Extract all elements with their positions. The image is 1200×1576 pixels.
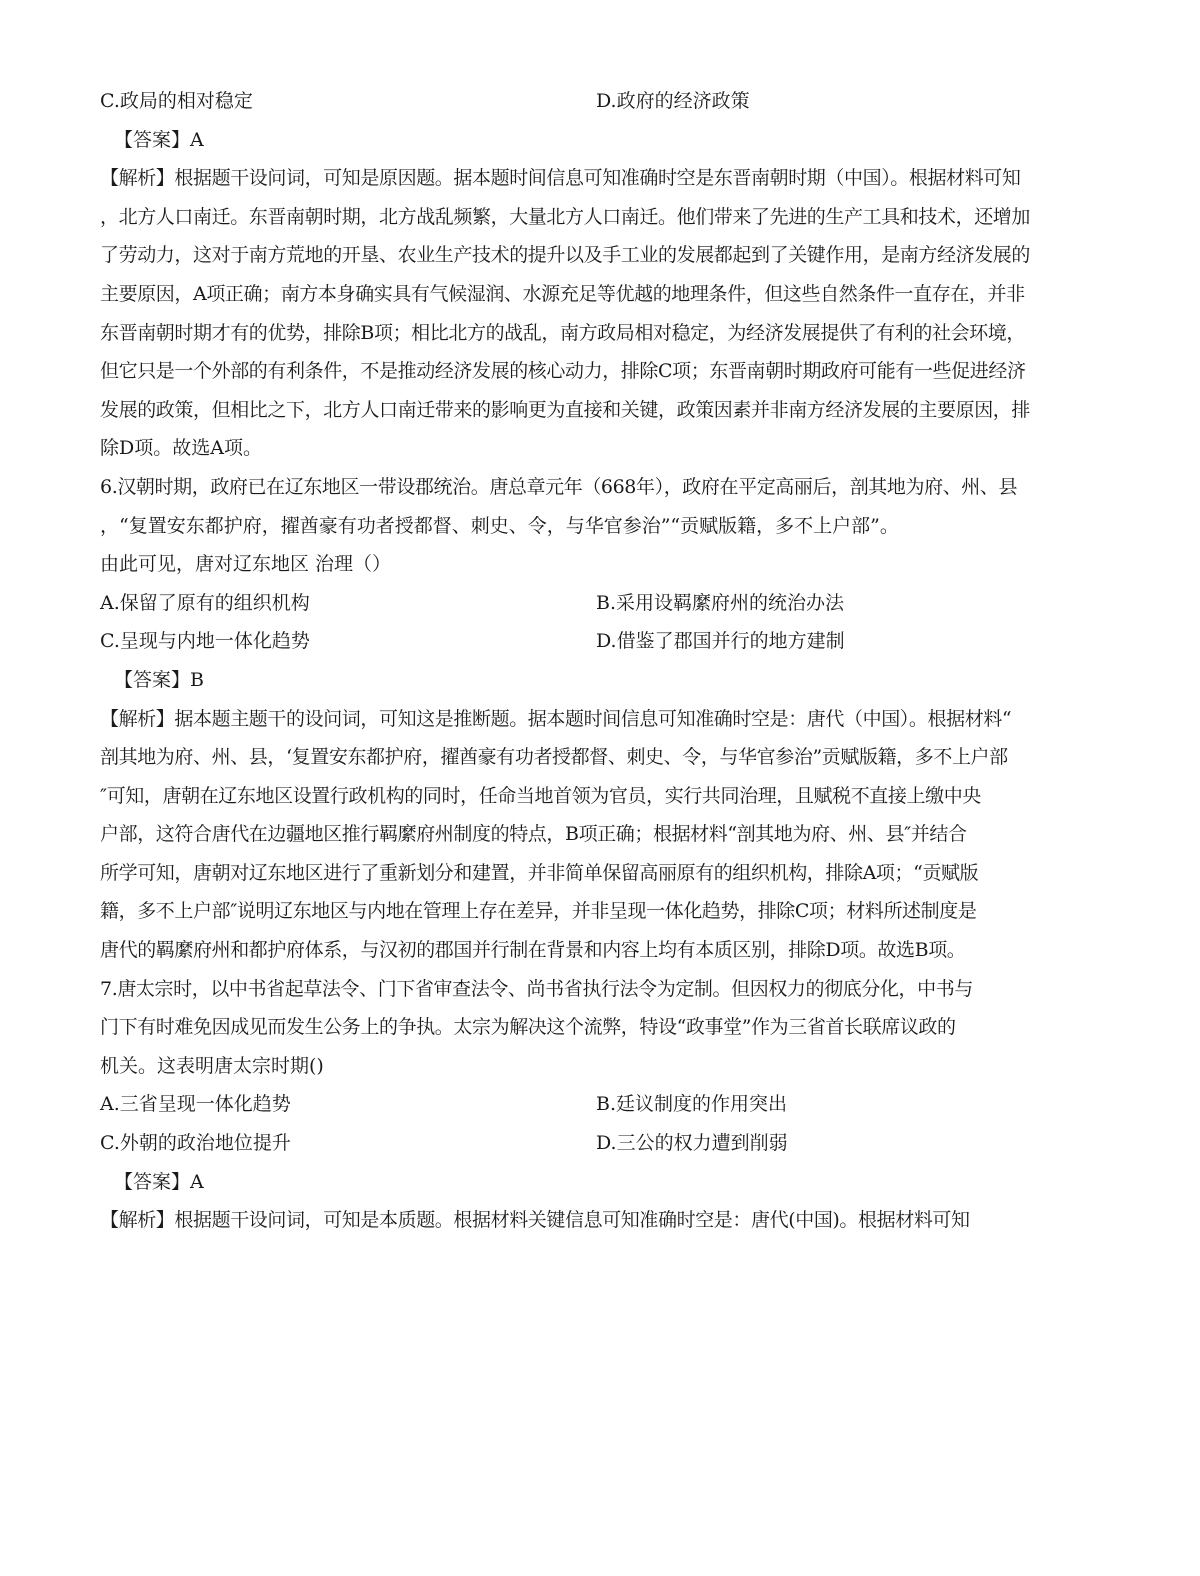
q6-options-row-cd — [100, 622, 1100, 661]
q6-analysis-line: ″可知，唐朝在辽东地区设置行政机构的同时，任命当地首领为官员，实行共同治理，且赋税不直接上缴中央 — [100, 784, 981, 807]
q7-analysis — [100, 1201, 1100, 1240]
q6-analysis-line: 剖其地为府、州、县，‘复置安东都护府，擢酋豪有功者授都督、刺史、令，与华官参治”贡赋版籍，多不上户部 — [100, 746, 1008, 769]
q6-analysis-line: 籍，多不上户部″说明辽东地区与内地在管理上存在差异，并非呈现一体化趋势，排除C项；材料所述制度是 — [100, 900, 977, 923]
q5-option-d: D.政府的经济政策 — [596, 90, 750, 112]
q6-option-b: B.采用设羁縻府州的统治办法 — [596, 591, 845, 614]
q5-analysis-line: 【解析】根据题干设问词，可知是原因题。据本题时间信息可知准确时空是东晋南朝时期（中国）。根据材料可知 — [100, 167, 1021, 190]
q7-answer: 【答案】A — [114, 1170, 204, 1193]
q5-analysis-line: 发展的政策，但相比之下，北方人口南迁带来的影响更为直接和关键，政策因素并非南方经济发展的主要原因，排 — [100, 398, 1031, 421]
q6-option-c: C.呈现与内地一体化趋势 — [100, 630, 310, 653]
q5-answer: 【答案】A — [114, 128, 204, 151]
q7-option-c: C.外朝的政治地位提升 — [100, 1132, 291, 1155]
q5-analysis-line: ，北方人口南迁。东晋南朝时期，北方战乱频繁，大量北方人口南迁。他们带来了先进的生产工具和技术，还增加 — [100, 205, 1031, 228]
q6-stem-line: ，“复置安东都护府，擢酋豪有功者授都督、刺史、令，与华官参治”“贡赋版籍，多不上户部”。 — [100, 514, 899, 537]
q5-analysis — [100, 159, 1100, 468]
q5-analysis-line: 了劳动力，这对于南方荒地的开垦、农业生产技术的提升以及手工业的发展都起到了关键作用，是南方经济发展的 — [100, 244, 1031, 267]
q6-stem — [100, 468, 1100, 584]
q6-options-row-ab — [100, 584, 1100, 623]
q7-stem-line: 7.唐太宗时，以中书省起草法令、门下省审查法令、尚书省执行法令为定制。但因权力的彻底分化，中书与 — [100, 977, 973, 1000]
q7-option-d: D.三公的权力遭到削弱 — [596, 1132, 788, 1155]
q6-option-d: D.借鉴了郡国并行的地方建制 — [596, 630, 845, 653]
q7-option-b: B.廷议制度的作用突出 — [596, 1093, 788, 1116]
q5-option-c: C.政局的相对稳定 — [100, 90, 253, 112]
q6-analysis-line: 所学可知，唐朝对辽东地区进行了重新划分和建置，并非简单保留高丽原有的组织机构，排除A项；“贡赋版 — [100, 861, 979, 884]
q7-stem — [100, 970, 1100, 1086]
q6-analysis-line: 唐代的羁縻府州和都护府体系，与汉初的郡国并行制在背景和内容上均有本质区别，排除D项。故选B项。 — [100, 939, 966, 962]
q6-stem-line: 6.汉朝时期，政府已在辽东地区一带设郡统治。唐总章元年（668年），政府在平定高丽后，剖其地为府、州、县 — [100, 475, 1018, 498]
q5-analysis-line: 除D项。故选A项。 — [100, 437, 262, 460]
q6-analysis — [100, 700, 1100, 970]
q6-analysis-line: 户部，这符合唐代在边疆地区推行羁縻府州制度的特点，B项正确；根据材料“剖其地为府、州、县″并结合 — [100, 823, 967, 846]
q6-answer: 【答案】B — [114, 668, 204, 691]
document-page — [100, 82, 1100, 1240]
q6-stem-line: 由此可见，唐对辽东地区 治理（） — [100, 553, 392, 576]
q7-stem-line: 门下有时难免因成见而发生公务上的争执。太宗为解决这个流弊，特设“政事堂”作为三省首长联席议政的 — [100, 1016, 956, 1039]
q5-analysis-line: 东晋南朝时期才有的优势，排除B项；相比北方的战乱，南方政局相对稳定，为经济发展提供了有利的社会环境， — [100, 321, 1025, 344]
q6-option-a: A.保留了原有的组织机构 — [100, 591, 310, 614]
q5-options-row-cd — [100, 82, 1100, 121]
q7-stem-line: 机关。这表明唐太宗时期() — [100, 1054, 324, 1077]
q7-option-a: A.三省呈现一体化趋势 — [100, 1093, 291, 1116]
q5-analysis-line: 但它只是一个外部的有利条件，不是推动经济发展的核心动力，排除C项；东晋南朝时期政府可能有一些促进经济 — [100, 360, 1026, 383]
q7-options-row-cd — [100, 1124, 1100, 1163]
q5-analysis-line: 主要原因，A项正确；南方本身确实具有气候湿润、水源充足等优越的地理条件，但这些自然条件一直存在，并非 — [100, 282, 1025, 305]
q6-analysis-line: 【解析】据本题主题干的设问词，可知这是推断题。据本题时间信息可知准确时空是：唐代（中国）。根据材料“ — [100, 707, 1012, 730]
q7-options-row-ab — [100, 1085, 1100, 1124]
q7-analysis-line: 【解析】根据题干设问词，可知是本质题。根据材料关键信息可知准确时空是：唐代(中国)。根据材料可知 — [100, 1209, 970, 1232]
